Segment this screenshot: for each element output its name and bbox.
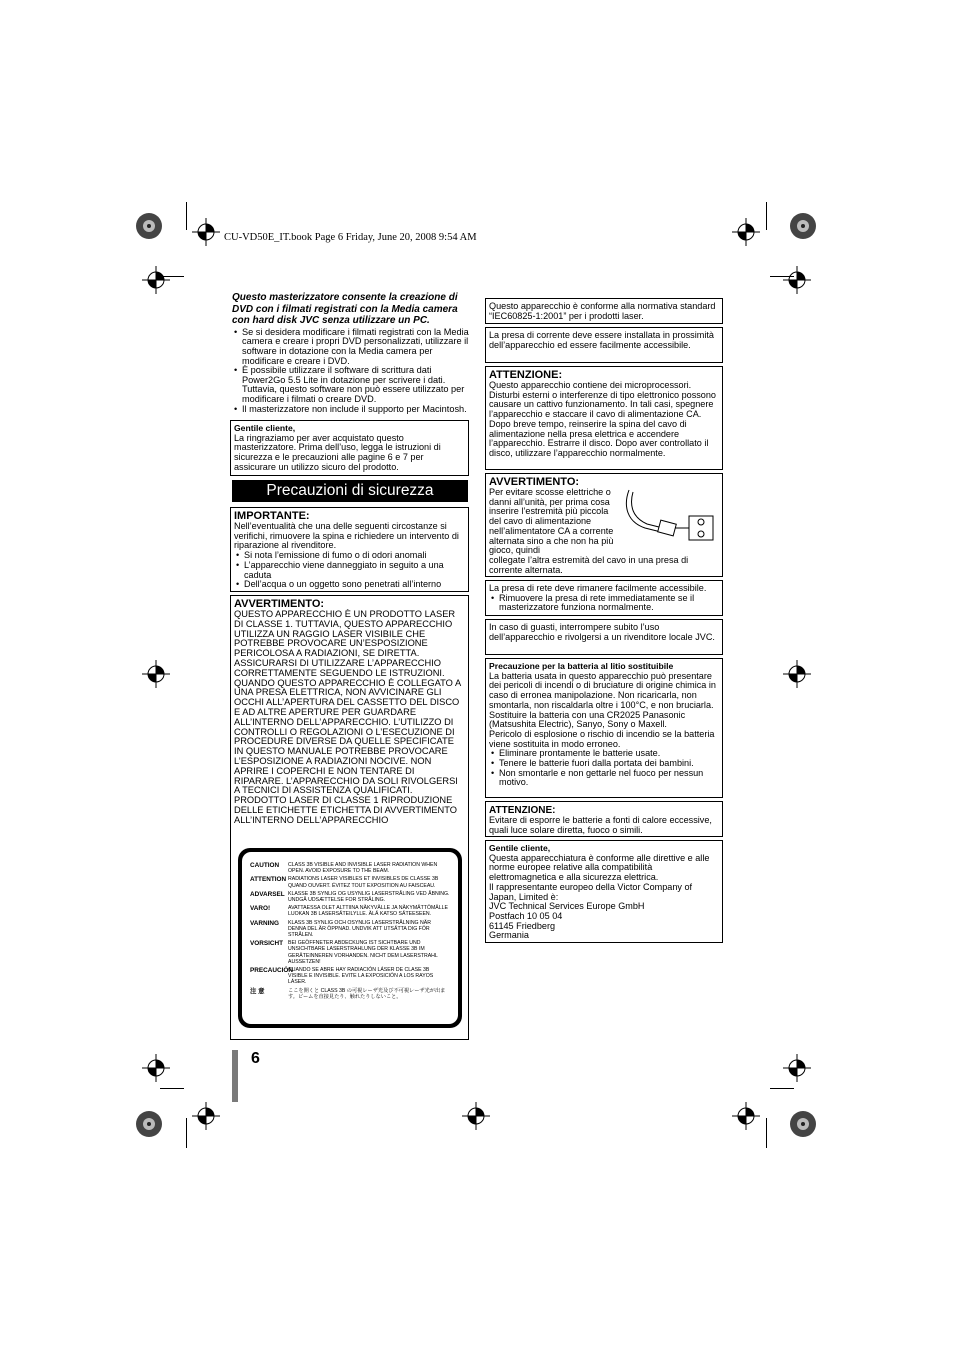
label-value: KLASS 3B SYNLIG OCH OSYNLIG LASERSTRÅLNING NÄR DENNA DEL ÄR ÖPPNAD. UNDVIK ATT UTSÄTTA DIG FÖR STRÅLEN. xyxy=(288,919,431,939)
presa-rete-text: La presa di rete deve rimanere facilmente accessibile. xyxy=(489,583,707,593)
attenzione-text: Questo apparecchio contiene dei microprocessori. Disturbi esterni o interferenze di tipo elettronico possono causare un cattivo funzionamento. In tali casi, spegnere l’apparecchio e staccare il cavo di alimentazione CA. Dopo breve tempo, reinserire la spina del cavo di alimentazione nella presa elettrica e accendere l’apparecchio. Estrarre il disco. Dopo aver controllato il disco, utilizzare l’apparecchio normalmente. xyxy=(489,380,716,458)
intro-section xyxy=(232,292,470,414)
batteria-box xyxy=(485,658,723,798)
label-value: CLASS 3B VISIBLE AND INVISIBLE LASER RADIATION WHEN OPEN. AVOID EXPOSURE TO THE BEAM. xyxy=(288,862,438,875)
importante-title: IMPORTANTE: xyxy=(234,510,310,522)
label-key: ATTENTION xyxy=(250,876,287,884)
address-line: Postfach 10 05 04 xyxy=(489,910,563,921)
laser-warning-label xyxy=(238,848,462,1028)
label-value: CUANDO SE ABRE HAY RADIACIÓN LÁSER DE CLASE 3B VISIBLE E INVISIBLE. EVITE LA EXPOSICIÓN A LOS RAYOS LÁSER. xyxy=(288,967,434,986)
label-key: VARO! xyxy=(250,905,271,913)
label-value: KLASSE 3B SYNLIG OG USYNLIG LASERSTRÅLING VED ÅBNING. UNDGÅ UDSÆTTELSE FOR STRÅLING. xyxy=(288,890,450,904)
attenzione-title: ATTENZIONE: xyxy=(489,369,563,381)
gentile-cliente-box xyxy=(230,420,469,476)
label-key: VORSICHT xyxy=(250,940,284,948)
section-title: Precauzioni di sicurezza xyxy=(232,480,468,502)
print-header: CU-VD50E_IT.book Page 6 Friday, June 20, 2008 9:54 AM xyxy=(224,232,477,243)
address-line: Il rappresentante europeo della Victor Company of Japan, Limited è: xyxy=(489,881,693,902)
label-value: AVATTAESSA OLET ALTTIINA NÄKYVÄLLE JA NÄKYMÄTTÖMÄLLE LUOKAN 3B LASERSÄTEILYLLE. ÄLÄ KATSO SÄTEESEEN. xyxy=(288,905,448,918)
importante-bullet: • L’apparecchio viene danneggiato in seguito a una caduta xyxy=(234,561,465,580)
iec-text: Questo apparecchio è conforme alla normativa standard “IEC60825-1:2001” per i prodotti laser. xyxy=(489,301,716,321)
label-key: CAUTION xyxy=(250,862,280,869)
batteria-bullet: • Tenere le batterie fuori dalla portata dei bambini. xyxy=(489,759,719,769)
address-line: Germania xyxy=(489,930,529,941)
importante-bullet: • Si nota l’emissione di fumo o di odori anomali xyxy=(234,551,465,561)
avvertimento-cavo-text-2: collegate l’altra estremità del cavo in una presa di corrente alternata. xyxy=(489,554,689,575)
label-key: ADVARSEL xyxy=(250,890,285,898)
presa-rete-box xyxy=(485,580,723,616)
gentile-cliente-eu-text: Questa apparecchiatura è conforme alle direttive e alle norme europee relative alla compatibilità elettromagnetica e alla sicurezza elettrica. xyxy=(489,852,710,883)
intro-bullet: • Se si desidera modificare i filmati registrati con la Media camera e creare i propri DVD personalizzati, utilizzare il software in dotazione con la Media camera per modificare e creare i DVD. xyxy=(232,328,470,366)
avvertimento-text: QUESTO APPARECCHIO È UN PRODOTTO LASER DI CLASSE 1. TUTTAVIA, QUESTO APPARECCHIO UTILIZZA UN RAGGIO LASER VISIBILE CHE POTREBBE PROVOCARE UN’ESPOSIZIONE PERICOLOSA A RADIAZIONI, SE DIRETTA. ASSICURARSI DI UTILIZZARE L’APPARECCHIO CORRETTAMENTE SEGUENDO LE ISTRUZIONI. QUANDO QUESTO APPARECCHIO È COLLEGATO A UNA PRESA ELETTRICA, NON AVVICINARE GLI OCCHI ALL’APERTURA DEL CASSETTO DEL DISCO E AD ALTRE APERTURE PER GUARDARE ALL’INTERNO DELL’APPARECCHIO. L’UTILIZZO DI CONTROLLI O REGOLAZIONI O L’ESECUZIONE DI PROCEDURE DIVERSE DA QUELLE SPECIFICATE IN QUESTO MANUALE POTREBBE PROVOCARE L’ESPOSIZIONE A RADIAZIONI NOCIVE. NON APRIRE I COPERCHI E NON TENTARE DI RIPARARE. L’APPARECCHIO DA SOLI RIVOLGERSI A TECNICI DI ASSISTENZA QUALIFICATI. PRODOTTO LASER DI CLASSE 1 RIPRODUZIONE DELLE ETICHETTE ETICHETTA DI AVVERTIMENTO ALL’INTERNO DELL’APPARECCHIO xyxy=(234,609,461,825)
label-value: ここを開くと CLASS 3B の可視レーザ光及び不可視レーザ光が出ます。ビームを直接見たり、触れたりしないこと。 xyxy=(288,987,446,1000)
attenzione-batterie-title: ATTENZIONE: xyxy=(489,805,556,816)
gentile-cliente-text: La ringraziamo per aver acquistato questo masterizzatore. Prima dell’uso, legga le istruzioni di sicurezza e le precauzioni alle pagine 6 e 7 per assicurare un utilizzo sicuro del prodotto. xyxy=(234,432,441,472)
batteria-bullet: • Non smontarle e non gettarle nel fuoco per nessun motivo. xyxy=(489,769,719,788)
presa-rete-bullet: • Rimuovere la presa di rete immediatamente se il masterizzatore funziona normalmente. xyxy=(489,594,719,613)
avvertimento-title: AVVERTIMENTO: xyxy=(234,598,325,610)
presa-box xyxy=(485,327,723,363)
gentile-cliente-title: Gentile cliente, xyxy=(234,423,296,433)
importante-box xyxy=(230,507,469,592)
batteria-text-2: Pericolo di esplosione o rischio di incendio se la batteria viene sostituita in modo erroneo. xyxy=(489,728,715,749)
page-number: 6 xyxy=(251,1050,260,1067)
attenzione-batterie-box xyxy=(485,801,723,837)
intro-title: Questo masterizzatore consente la creazione di DVD con i filmati registrati con la Media camera con hard disk JVC senza utilizzare un PC. xyxy=(232,292,458,327)
importante-bullet: • Dell’acqua o un oggetto sono penetrati all’interno xyxy=(234,580,465,590)
avvertimento-cavo-box xyxy=(485,473,723,577)
attenzione-batterie-text: Evitare di esporre le batterie a fonti di calore eccessive, quali luce solare diretta, fuoco o simili. xyxy=(489,815,712,835)
importante-text: Nell’eventualità che una delle seguenti circostanze si verifichi, rimuovere la spina e richiedere un intervento di riparazione al rivenditore. xyxy=(234,521,459,551)
batteria-text: La batteria usata in questo apparecchio può presentare dei pericoli di incendi o di bruciature di origine chimica in caso di erronea manipolazione. Non ricaricarla, non smontarla, non riscaldarla oltre i 100°C, e non bruciarla. Sostituire la batteria con una CR2025 Panasonic (Matsushita Electric), Sanyo, Sony o Maxell. xyxy=(489,670,716,730)
batteria-title: Precauzione per la batteria al litio sostituibile xyxy=(489,661,674,671)
avvertimento-cavo-text: Per evitare scosse elettriche o danni all’unità, per prima cosa inserire l’estremità più piccola del cavo di alimentazione nell’alimentatore CA a corrente alternata sino a che non ha più gioco, quindi xyxy=(489,487,614,556)
label-key: VARNING xyxy=(250,919,279,927)
page-edge-bar xyxy=(232,1050,238,1102)
avvertimento-cavo-title: AVVERTIMENTO: xyxy=(489,476,580,488)
guasti-text: In caso di guasti, interrompere subito l’uso dell’apparecchio e rivolgersi a un rivenditore locale JVC. xyxy=(489,622,715,642)
label-value: RADIATIONS LASER VISIBLES ET INVISIBLES DE CLASSE 3B QUAND OUVERT. ÉVITEZ TOUT EXPOSITION AU FAISCEAU. xyxy=(288,876,439,889)
address-line: 61145 Friedberg xyxy=(489,920,556,931)
intro-bullet: • Il masterizzatore non include il supporto per Macintosh. xyxy=(232,405,470,415)
intro-bullet: • È possibile utilizzare il software di scrittura dati Power2Go 5.5 Lite in dotazione per scrivere i dati. Tuttavia, questo software non può essere utilizzato per modificare i filmati o creare DVD. xyxy=(232,366,470,404)
label-key: 注 意 xyxy=(250,987,265,995)
batteria-bullet: • Eliminare prontamente le batterie usate. xyxy=(489,749,719,759)
address-line: JVC Technical Services Europe GmbH xyxy=(489,901,645,912)
gentile-cliente-eu-box xyxy=(485,840,723,943)
label-key: PRECAUCIÓN xyxy=(250,967,293,975)
guasti-box xyxy=(485,619,723,655)
presa-text: La presa di corrente deve essere installata in prossimità dell’apparecchio ed essere facilmente accessibile. xyxy=(489,330,714,350)
attenzione-microprocessori-box xyxy=(485,366,723,470)
label-value: BEI GEÖFFNETER ABDECKUNG IST SICHTBARE UND UNSICHTBARE LASERSTRAHLUNG DER KLASSE 3B IM GERÄTEINNEREN VORHANDEN. NICHT DEM LASERSTRAHL AUSSETZEN! xyxy=(288,940,438,965)
power-cord-illustration xyxy=(621,488,717,550)
iec-box xyxy=(485,298,723,324)
gentile-cliente-eu-title: Gentile cliente, xyxy=(489,843,551,853)
